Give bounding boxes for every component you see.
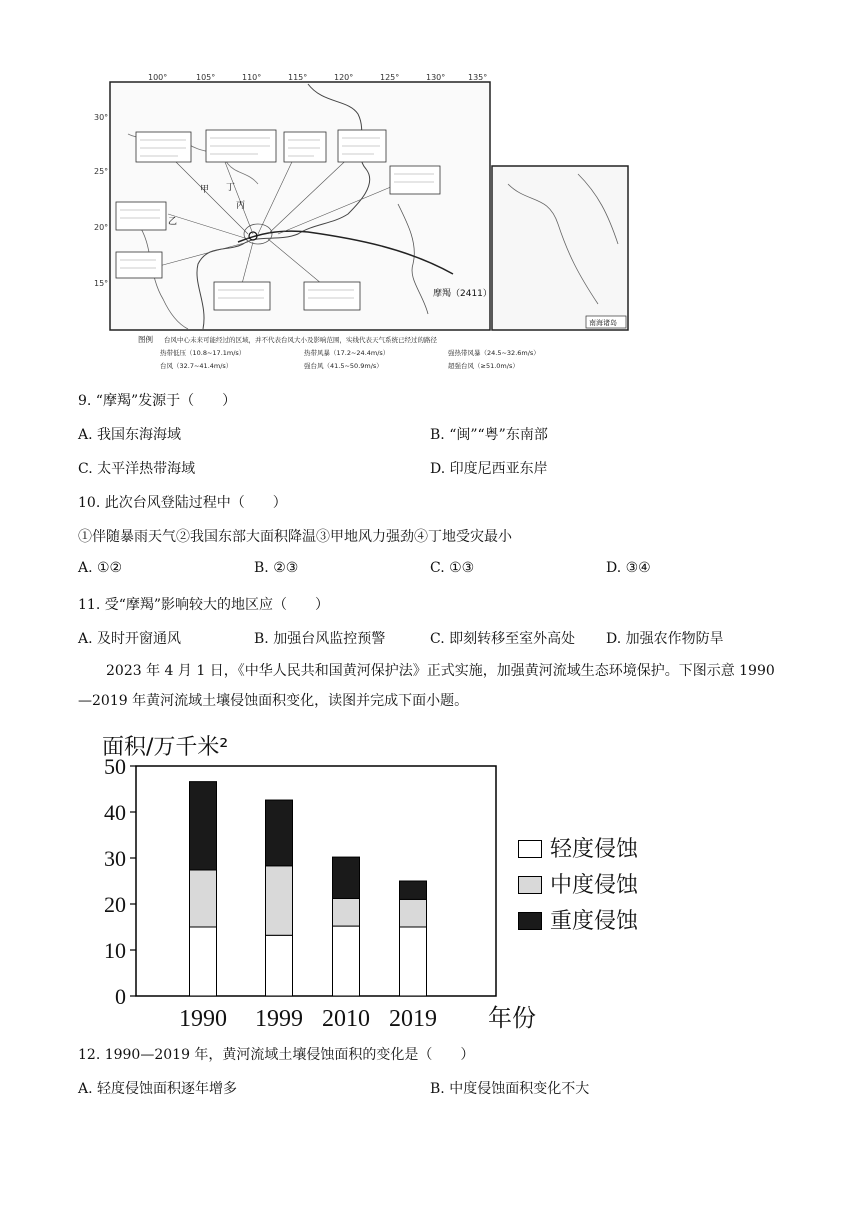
lon-label: 130° xyxy=(426,73,446,82)
q9-option-a[interactable]: A. 我国东海海域 xyxy=(78,427,182,443)
q11-option-b[interactable]: B. 加强台风监控预警 xyxy=(254,631,386,647)
legend-item: 热带风暴（17.2~24.4m/s） xyxy=(304,349,390,357)
x-tick-label: 1999 xyxy=(255,1006,303,1032)
place-label-jia: 甲 xyxy=(200,185,210,195)
bar-segment xyxy=(266,800,293,866)
legend-item: 台风（32.7~41.4m/s） xyxy=(160,362,233,370)
bar-segment xyxy=(400,927,427,996)
lon-label: 115° xyxy=(288,73,308,82)
map-legend-items xyxy=(160,348,540,370)
legend-label-light: 轻度侵蚀 xyxy=(550,837,639,862)
lon-label: 105° xyxy=(196,73,216,82)
bar-segment xyxy=(333,857,360,898)
place-label-yi: 乙 xyxy=(168,217,178,227)
legend-item: 热带低压（10.8~17.1m/s） xyxy=(160,349,246,357)
intro-paragraph: 2023 年 4 月 1 日，《中华人民共和国黄河保护法》正式实施，加强黄河流域生态环境保护。下图示意 1990—2019 年黄河流域土壤侵蚀面积变化，读图并完成下面小题。 xyxy=(78,663,775,709)
lon-label: 110° xyxy=(242,73,262,82)
lat-label: 20° xyxy=(94,223,109,232)
lon-label: 125° xyxy=(380,73,400,82)
question-11-stem: 11. 受“摩羯”影响较大的地区应（ ） xyxy=(78,597,330,613)
place-label-bing: 丙 xyxy=(236,201,246,211)
q11-option-c[interactable]: C. 即刻转移至室外高处 xyxy=(430,631,576,647)
longitude-labels xyxy=(148,73,487,82)
q10-option-a[interactable]: A. ①② xyxy=(78,560,123,576)
erosion-chart xyxy=(96,730,706,1030)
legend-swatch-light xyxy=(518,840,542,858)
bar-segment xyxy=(190,927,217,996)
question-9-stem: 9. “摩羯”发源于（ ） xyxy=(78,393,237,409)
bar-segment xyxy=(333,898,360,926)
q12-option-b[interactable]: B. 中度侵蚀面积变化不大 xyxy=(430,1081,590,1097)
q9-option-c[interactable]: C. 太平洋热带海域 xyxy=(78,461,196,477)
chart-plot-area xyxy=(104,754,536,1032)
y-tick-label: 0 xyxy=(115,984,126,1009)
x-tick-label: 2010 xyxy=(322,1006,370,1032)
question-12-stem: 12. 1990—2019 年，黄河流域土壤侵蚀面积的变化是（ ） xyxy=(78,1047,475,1063)
typhoon-map xyxy=(94,73,730,374)
bar-segment xyxy=(190,870,217,927)
chart-xlabel: 年份 xyxy=(488,1004,536,1032)
lat-label: 25° xyxy=(94,167,109,176)
bar-segment xyxy=(333,926,360,996)
legend-item: 强热带风暴（24.5~32.6m/s） xyxy=(448,349,540,357)
question-10-stem: 10. 此次台风登陆过程中（ ） xyxy=(78,495,287,511)
lon-label: 135° xyxy=(468,73,488,82)
y-tick-label: 30 xyxy=(104,846,126,871)
y-tick-label: 10 xyxy=(104,938,126,963)
q10-option-b[interactable]: B. ②③ xyxy=(254,560,299,576)
typhoon-code-label: 摩羯（2411） xyxy=(433,289,492,299)
bar-segment xyxy=(266,935,293,996)
question-10-statements: ①伴随暴雨天气②我国东部大面积降温③甲地风力强劲④丁地受灾最小 xyxy=(78,529,512,545)
bar-segment xyxy=(400,881,427,899)
legend-item: 超强台风（≥51.0m/s） xyxy=(448,362,519,370)
q10-option-d[interactable]: D. ③④ xyxy=(606,560,651,576)
y-tick-label: 20 xyxy=(104,892,126,917)
y-tick-label: 50 xyxy=(104,754,126,779)
typhoon-map-svg xyxy=(94,73,730,374)
inset-map-frame xyxy=(492,166,628,330)
lon-label: 120° xyxy=(334,73,354,82)
legend-swatch-severe xyxy=(518,912,542,930)
q10-option-c[interactable]: C. ①③ xyxy=(430,560,475,576)
x-tick-label: 1990 xyxy=(179,1006,227,1032)
map-legend-desc: 台风中心未来可能经过的区域，并不代表台风大小及影响范围，实线代表天气系统已经过的路径 xyxy=(164,336,437,344)
q9-option-d[interactable]: D. 印度尼西亚东岸 xyxy=(430,461,548,477)
q9-option-b[interactable]: B. “闽”“粤”东南部 xyxy=(430,427,548,443)
legend-swatch-moderate xyxy=(518,876,542,894)
lat-label: 15° xyxy=(94,279,109,288)
lat-label: 30° xyxy=(94,113,109,122)
legend-item: 强台风（41.5~50.9m/s） xyxy=(304,362,383,370)
map-legend-title: 图例 xyxy=(138,335,153,344)
lon-label: 100° xyxy=(148,73,168,82)
y-tick-label: 40 xyxy=(104,800,126,825)
bar-segment xyxy=(400,899,427,927)
legend-label-severe: 重度侵蚀 xyxy=(550,909,639,934)
q12-option-a[interactable]: A. 轻度侵蚀面积逐年增多 xyxy=(78,1081,238,1097)
q11-option-d[interactable]: D. 加强农作物防旱 xyxy=(606,631,724,647)
inset-label: 南海诸岛 xyxy=(589,319,617,327)
bar-segment xyxy=(190,782,217,870)
q11-option-a[interactable]: A. 及时开窗通风 xyxy=(78,631,182,647)
place-label-ding: 丁 xyxy=(226,183,236,193)
legend-label-moderate: 中度侵蚀 xyxy=(550,873,639,898)
bar-segment xyxy=(266,866,293,935)
latitude-labels xyxy=(94,113,108,288)
x-tick-label: 2019 xyxy=(389,1006,437,1032)
chart-ylabel: 面积/万千米² xyxy=(102,735,229,760)
